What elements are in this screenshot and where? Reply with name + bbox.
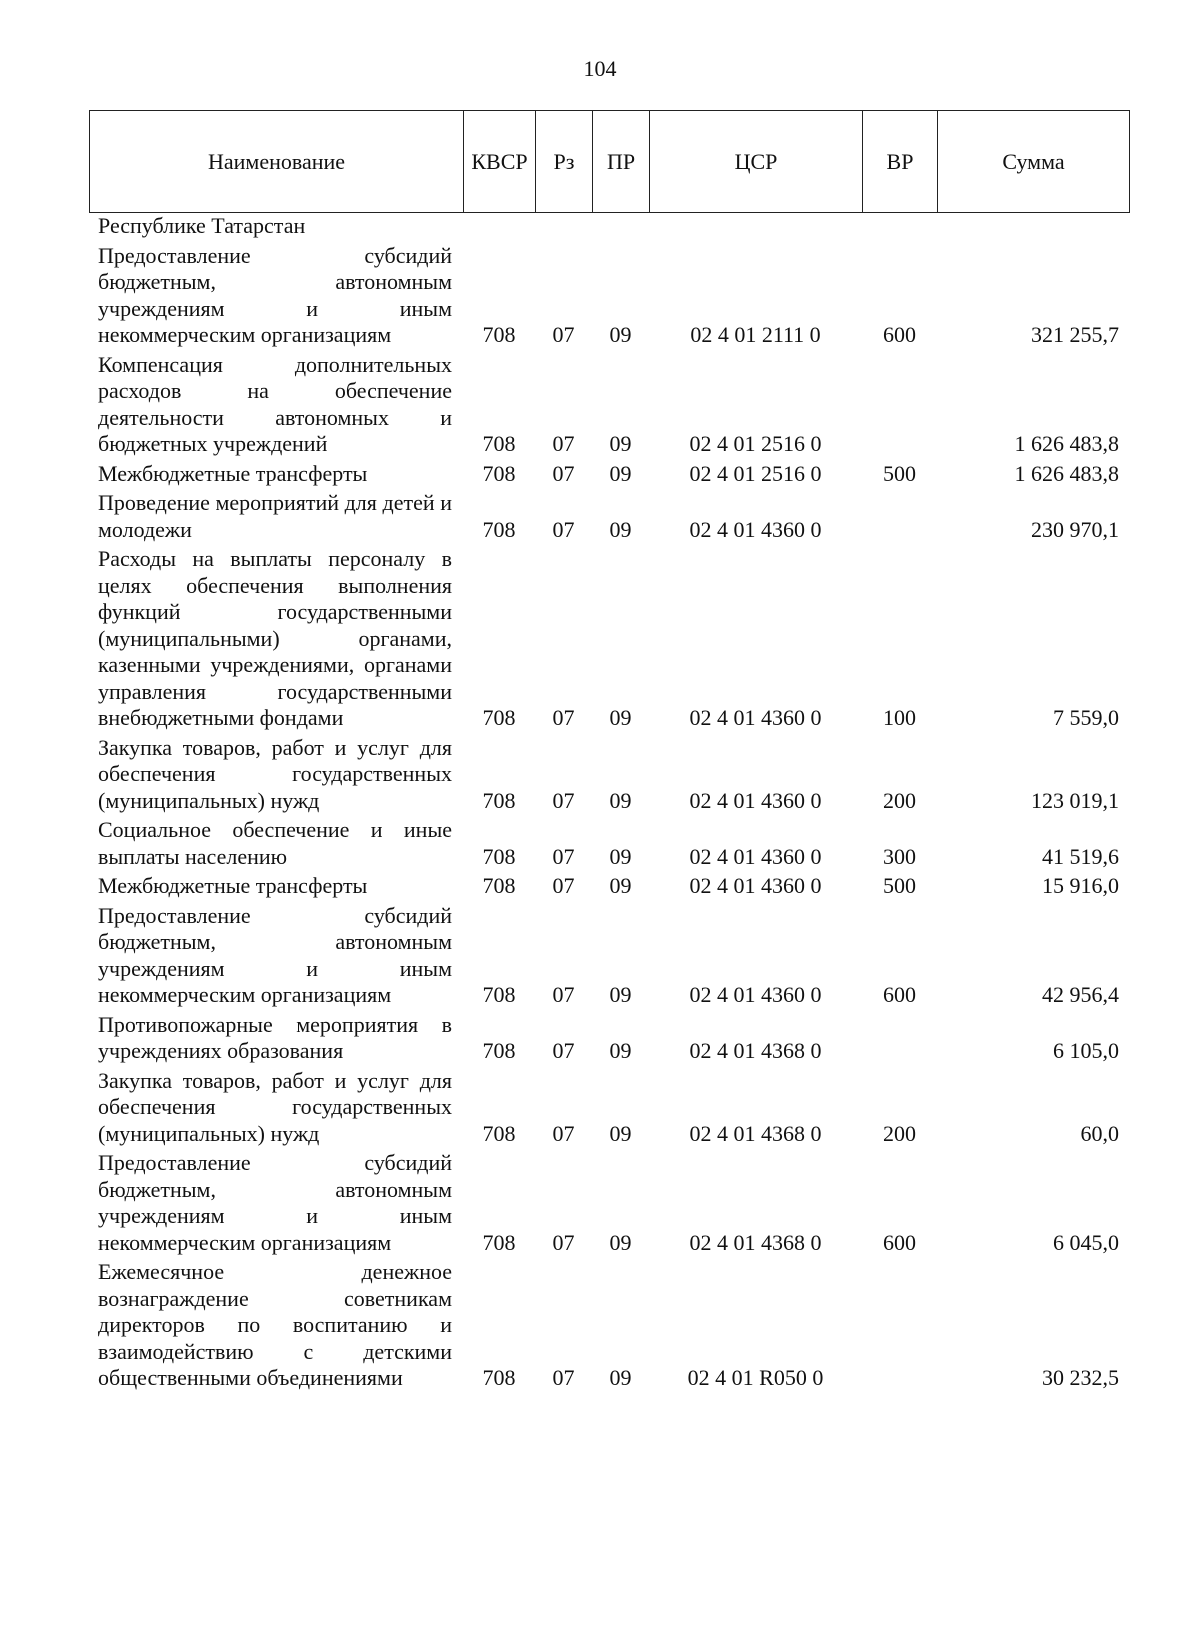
table-row bbox=[89, 1147, 1130, 1256]
row-pr: 09 bbox=[609, 873, 632, 898]
row-sum: 6 105,0 bbox=[1053, 1038, 1119, 1063]
row-name: Межбюджетные трансферты bbox=[98, 873, 368, 898]
row-name: Республике Татарстан bbox=[98, 213, 306, 238]
table-row bbox=[89, 1009, 1130, 1065]
row-sum: 230 970,1 bbox=[1031, 516, 1119, 542]
row-name: Межбюджетные трансферты bbox=[98, 460, 368, 486]
row-kvsr: 708 bbox=[482, 431, 516, 456]
table-row bbox=[89, 1065, 1130, 1148]
row-name: Компенсация дополнительных расходов на обеспечение деятельности автономных и бюджетных учреждений bbox=[98, 351, 452, 456]
row-kvsr: 708 bbox=[482, 516, 516, 542]
table-row bbox=[89, 240, 1130, 349]
row-pr: 09 bbox=[609, 516, 632, 542]
row-sum: 6 045,0 bbox=[1053, 1229, 1119, 1255]
header-csr: ЦСР bbox=[650, 111, 863, 212]
table-body bbox=[89, 213, 1130, 1392]
table-row bbox=[89, 213, 1130, 240]
row-name: Закупка товаров, работ и услуг для обеспечения государственных (муниципальных) нужд bbox=[98, 1067, 452, 1146]
row-kvsr: 708 bbox=[482, 322, 516, 347]
row-vr: 500 bbox=[883, 873, 916, 898]
row-vr: 100 bbox=[883, 705, 916, 730]
row-csr: 02 4 01 4360 0 bbox=[689, 843, 822, 869]
table-row bbox=[89, 349, 1130, 458]
row-pr: 09 bbox=[609, 843, 632, 869]
row-kvsr: 708 bbox=[482, 787, 516, 813]
row-rz: 07 bbox=[552, 322, 575, 347]
row-vr: 600 bbox=[883, 1229, 916, 1255]
row-csr: 02 4 01 4368 0 bbox=[689, 1120, 822, 1146]
table-row bbox=[89, 1256, 1130, 1392]
row-vr: 600 bbox=[883, 982, 916, 1007]
row-sum: 41 519,6 bbox=[1042, 843, 1119, 869]
row-name: Предоставление субсидий бюджетным, автономным учреждениям и иным некоммерческим организациям bbox=[98, 242, 452, 347]
row-name: Проведение мероприятий для детей и молодежи bbox=[98, 490, 452, 542]
row-csr: 02 4 01 4360 0 bbox=[689, 873, 822, 898]
row-pr: 09 bbox=[609, 431, 632, 456]
row-pr: 09 bbox=[609, 1365, 632, 1390]
row-csr: 02 4 01 2516 0 bbox=[689, 460, 822, 486]
row-pr: 09 bbox=[609, 982, 632, 1007]
row-name: Предоставление субсидий бюджетным, автономным учреждениям и иным некоммерческим организациям bbox=[98, 1150, 452, 1255]
row-csr: 02 4 01 4368 0 bbox=[689, 1038, 822, 1063]
row-rz: 07 bbox=[552, 982, 575, 1007]
table-row bbox=[89, 814, 1130, 870]
row-kvsr: 708 bbox=[482, 982, 516, 1007]
row-rz: 07 bbox=[552, 705, 575, 730]
row-pr: 09 bbox=[609, 460, 632, 486]
row-vr: 600 bbox=[883, 322, 916, 347]
row-rz: 07 bbox=[552, 1229, 575, 1255]
row-rz: 07 bbox=[552, 873, 575, 898]
table-header bbox=[89, 110, 1130, 213]
row-sum: 7 559,0 bbox=[1053, 705, 1119, 730]
row-rz: 07 bbox=[552, 1120, 575, 1146]
table-row bbox=[89, 732, 1130, 815]
row-sum: 42 956,4 bbox=[1042, 982, 1119, 1007]
row-name: Противопожарные мероприятия в учреждениях образования bbox=[98, 1011, 452, 1063]
row-kvsr: 708 bbox=[482, 460, 516, 486]
row-rz: 07 bbox=[552, 460, 575, 486]
row-kvsr: 708 bbox=[482, 705, 516, 730]
row-rz: 07 bbox=[552, 1365, 575, 1390]
row-sum: 30 232,5 bbox=[1042, 1365, 1119, 1390]
row-rz: 07 bbox=[552, 431, 575, 456]
row-rz: 07 bbox=[552, 1038, 575, 1063]
table-row bbox=[89, 487, 1130, 543]
row-kvsr: 708 bbox=[482, 1120, 516, 1146]
table-row bbox=[89, 543, 1130, 732]
row-sum: 60,0 bbox=[1080, 1120, 1119, 1146]
row-sum: 123 019,1 bbox=[1031, 787, 1119, 813]
row-pr: 09 bbox=[609, 705, 632, 730]
row-pr: 09 bbox=[609, 787, 632, 813]
page-number: 104 bbox=[583, 56, 617, 81]
header-pr: ПР bbox=[593, 111, 650, 212]
row-csr: 02 4 01 2516 0 bbox=[689, 431, 822, 456]
row-kvsr: 708 bbox=[482, 1038, 516, 1063]
row-pr: 09 bbox=[609, 1229, 632, 1255]
row-sum: 15 916,0 bbox=[1042, 873, 1119, 898]
row-csr: 02 4 01 R050 0 bbox=[687, 1365, 824, 1390]
row-sum: 1 626 483,8 bbox=[1014, 460, 1119, 486]
row-csr: 02 4 01 2111 0 bbox=[690, 322, 821, 347]
header-vr: ВР bbox=[863, 111, 938, 212]
row-csr: 02 4 01 4360 0 bbox=[689, 787, 822, 813]
row-csr: 02 4 01 4360 0 bbox=[689, 705, 822, 730]
row-name: Ежемесячное денежное вознаграждение советникам директоров по воспитанию и взаимодействию с детскими общественными объединениями bbox=[98, 1259, 452, 1390]
row-csr: 02 4 01 4360 0 bbox=[689, 982, 822, 1007]
row-vr: 300 bbox=[883, 843, 916, 869]
row-pr: 09 bbox=[609, 1038, 632, 1063]
row-vr: 500 bbox=[883, 460, 916, 486]
table-row bbox=[89, 870, 1130, 900]
row-csr: 02 4 01 4368 0 bbox=[689, 1229, 822, 1255]
row-rz: 07 bbox=[552, 787, 575, 813]
row-vr: 200 bbox=[883, 787, 916, 813]
row-name: Расходы на выплаты персоналу в целях обеспечения выполнения функций государственными (муниципальными) органами, казенными учреждениями, органами управления государственными внебюджетными фондами bbox=[98, 546, 452, 730]
header-kvsr: КВСР bbox=[464, 111, 536, 212]
row-sum: 1 626 483,8 bbox=[1014, 431, 1119, 456]
row-name: Предоставление субсидий бюджетным, автономным учреждениям и иным некоммерческим организациям bbox=[98, 902, 452, 1007]
row-kvsr: 708 bbox=[482, 843, 516, 869]
row-sum: 321 255,7 bbox=[1031, 322, 1119, 347]
table-row bbox=[89, 900, 1130, 1009]
row-name: Социальное обеспечение и иные выплаты населению bbox=[98, 817, 452, 869]
table-row bbox=[89, 458, 1130, 488]
row-kvsr: 708 bbox=[482, 1229, 516, 1255]
row-rz: 07 bbox=[552, 516, 575, 542]
row-rz: 07 bbox=[552, 843, 575, 869]
header-rz: Рз bbox=[536, 111, 593, 212]
row-kvsr: 708 bbox=[482, 1365, 516, 1390]
row-kvsr: 708 bbox=[482, 873, 516, 898]
row-csr: 02 4 01 4360 0 bbox=[689, 516, 822, 542]
header-sum: Сумма bbox=[1002, 148, 1065, 174]
row-name: Закупка товаров, работ и услуг для обеспечения государственных (муниципальных) нужд bbox=[98, 734, 452, 813]
row-pr: 09 bbox=[609, 322, 632, 347]
row-vr: 200 bbox=[883, 1120, 916, 1146]
header-name: Наименование bbox=[90, 111, 464, 212]
row-pr: 09 bbox=[609, 1120, 632, 1146]
